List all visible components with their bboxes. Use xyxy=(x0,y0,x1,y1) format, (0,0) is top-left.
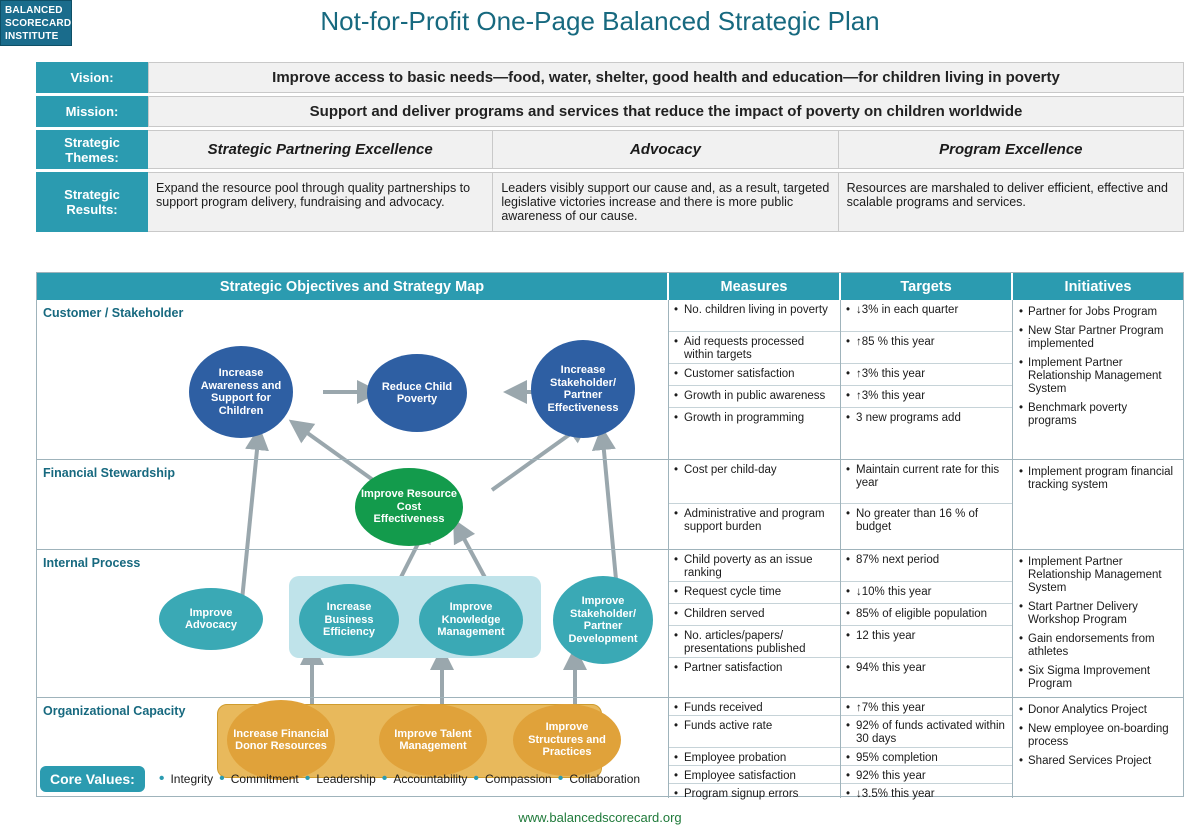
measure-item: • Child poverty as an issue ranking xyxy=(669,550,840,582)
measure-item: • Cost per child-day xyxy=(669,460,840,504)
initiative-item: • New Star Partner Program implemented xyxy=(1019,325,1164,350)
core-values-list xyxy=(145,772,668,786)
mission-label: Mission: xyxy=(36,96,148,127)
core-value-item: Collaboration xyxy=(569,772,641,786)
target-item: • ↓3.5% this year xyxy=(846,788,935,800)
core-value-item: Accountability xyxy=(393,772,468,786)
objective-stakeholder-effectiveness[interactable]: Increase Stakeholder/ Partner Effectiveness xyxy=(531,340,635,438)
objective-improve-advocacy[interactable]: Improve Advocacy xyxy=(159,588,263,650)
objective-resource-cost-effectiveness[interactable]: Improve Resource Cost Effectiveness xyxy=(355,468,463,546)
core-value-dot-icon: • xyxy=(557,770,564,787)
perspective-label-financial: Financial Stewardship xyxy=(43,466,175,480)
measures-group-financial xyxy=(669,460,840,550)
core-value-item: Commitment xyxy=(230,772,299,786)
measure-item: • Growth in programming xyxy=(674,412,805,424)
logo-line-3: INSTITUTE xyxy=(5,31,59,42)
measures-group-internal xyxy=(669,550,840,698)
perspective-label-internal: Internal Process xyxy=(43,556,141,570)
targets-group-financial xyxy=(841,460,1012,550)
core-value-item: Leadership xyxy=(316,772,376,786)
strategic-results-row xyxy=(36,172,1184,232)
core-value-item: Integrity xyxy=(170,772,214,786)
initiative-item: • Implement Partner Relationship Management System xyxy=(1019,357,1162,395)
vision-row xyxy=(36,62,1184,93)
strategy-map-column xyxy=(37,300,669,798)
core-value-dot-icon: • xyxy=(381,770,388,787)
mission-text: Support and deliver programs and services that reduce the impact of poverty on children worldwide xyxy=(148,96,1184,127)
target-item: • 92% this year xyxy=(841,766,1012,784)
initiative-item: • Start Partner Delivery Workshop Program xyxy=(1019,601,1138,626)
measure-item: • Children served xyxy=(669,604,840,626)
target-item: • 94% this year xyxy=(846,662,926,674)
measure-item: • Funds received xyxy=(669,698,840,716)
perspective-label-capacity: Organizational Capacity xyxy=(43,704,186,718)
result-2: Leaders visibly support our cause and, as a result, targeted legislative victories increase and there is more public awareness of our cause. xyxy=(493,172,838,232)
strategic-themes-label: Strategic Themes: xyxy=(36,130,148,169)
target-item: • ↑85 % this year xyxy=(841,332,1012,364)
header-targets: Targets xyxy=(841,273,1013,300)
result-1: Expand the resource pool through quality partnerships to support program delivery, fundraising and advocacy. xyxy=(148,172,493,232)
vision-text: Improve access to basic needs—food, water, shelter, good health and education—for children living in poverty xyxy=(148,62,1184,93)
target-item: • 87% next period xyxy=(841,550,1012,582)
measure-item: • No. articles/papers/ presentations published xyxy=(669,626,840,658)
strategic-themes-row xyxy=(36,130,1184,169)
objective-reduce-child-poverty[interactable]: Reduce Child Poverty xyxy=(367,354,467,432)
objective-knowledge-management[interactable]: Improve Knowledge Management xyxy=(419,584,523,656)
targets-group-customer xyxy=(841,300,1012,460)
initiatives-group-customer xyxy=(1013,300,1183,460)
measures-group-customer xyxy=(669,300,840,460)
initiative-item: • Six Sigma Improvement Program xyxy=(1019,665,1151,690)
header-measures: Measures xyxy=(669,273,841,300)
measure-item: • Program signup errors xyxy=(674,788,799,800)
measure-item: • Customer satisfaction xyxy=(669,364,840,386)
target-item: • ↓3% in each quarter xyxy=(841,300,1012,332)
theme-1: Strategic Partnering Excellence xyxy=(148,130,493,169)
vision-label: Vision: xyxy=(36,62,148,93)
header-strategy-map: Strategic Objectives and Strategy Map xyxy=(37,273,669,300)
initiative-item: • Gain endorsements from athletes xyxy=(1019,633,1155,658)
initiative-item: • Shared Services Project xyxy=(1019,755,1152,767)
measures-column xyxy=(669,300,841,798)
measure-item: • Funds active rate xyxy=(669,716,840,748)
theme-3: Program Excellence xyxy=(839,130,1184,169)
perspective-label-customer: Customer / Stakeholder xyxy=(43,306,184,320)
measure-item: • Request cycle time xyxy=(669,582,840,604)
initiatives-group-financial xyxy=(1013,460,1183,550)
initiative-item: • New employee on-boarding process xyxy=(1019,723,1169,748)
core-value-dot-icon: • xyxy=(219,770,225,787)
theme-2: Advocacy xyxy=(493,130,838,169)
target-item: • 3 new programs add xyxy=(846,412,961,424)
targets-group-internal xyxy=(841,550,1012,698)
initiative-item: • Implement Partner Relationship Management System xyxy=(1019,556,1162,594)
logo-line-2: SCORECARD xyxy=(5,18,72,29)
initiative-item: • Benchmark poverty programs xyxy=(1019,402,1128,427)
initiative-item: • Partner for Jobs Program xyxy=(1019,306,1158,318)
grid-header-row xyxy=(37,273,1183,300)
page-title: Not-for-Profit One-Page Balanced Strategic Plan xyxy=(320,6,880,36)
target-item: • 92% of funds activated within 30 days xyxy=(841,716,1012,748)
objective-increase-awareness[interactable]: Increase Awareness and Support for Children xyxy=(189,346,293,438)
targets-group-capacity xyxy=(841,698,1012,798)
result-3: Resources are marshaled to deliver efficient, effective and scalable programs and services. xyxy=(839,172,1184,232)
objective-talent-management[interactable]: Improve Talent Management xyxy=(379,704,487,776)
measure-item: • Growth in public awareness xyxy=(669,386,840,408)
measure-item: • Administrative and program support burden xyxy=(674,508,825,533)
grid-body xyxy=(37,300,1183,798)
target-item: • 85% of eligible population xyxy=(841,604,1012,626)
measure-item: • Aid requests processed within targets xyxy=(669,332,840,364)
initiative-item: • Implement program financial tracking system xyxy=(1019,466,1174,491)
initiatives-group-capacity xyxy=(1013,698,1183,798)
core-value-dot-icon: • xyxy=(158,770,165,787)
target-item: • No greater than 16 % of budget xyxy=(846,508,979,533)
strategy-header-block xyxy=(36,62,1184,232)
initiatives-column xyxy=(1013,300,1183,798)
core-value-dot-icon: • xyxy=(473,770,480,787)
logo-line-1: BALANCED xyxy=(5,5,63,16)
target-item: • ↑7% this year xyxy=(841,698,1012,716)
objective-financial-donor-resources[interactable]: Increase Financial Donor Resources xyxy=(227,700,335,780)
strategic-results-label: Strategic Results: xyxy=(36,172,148,232)
core-values-bar xyxy=(36,762,668,796)
target-item: • Maintain current rate for this year xyxy=(841,460,1012,504)
measure-item: • No. children living in poverty xyxy=(669,300,840,332)
measures-group-capacity xyxy=(669,698,840,798)
core-value-dot-icon: • xyxy=(304,770,311,787)
mission-row xyxy=(36,96,1184,127)
target-item: • ↓10% this year xyxy=(841,582,1012,604)
perspective-band-financial xyxy=(37,460,668,550)
core-value-item: Compassion xyxy=(485,772,552,786)
target-item: • ↑3% this year xyxy=(841,364,1012,386)
initiatives-group-internal xyxy=(1013,550,1183,698)
header-initiatives: Initiatives xyxy=(1013,273,1183,300)
objective-business-efficiency[interactable]: Increase Business Efficiency xyxy=(299,584,399,656)
target-item: • 95% completion xyxy=(841,748,1012,766)
measure-item: • Employee satisfaction xyxy=(669,766,840,784)
objective-structures-and-practices[interactable]: Improve Structures and Practices xyxy=(513,704,621,776)
initiative-item: • Donor Analytics Project xyxy=(1019,704,1147,716)
measure-item: • Partner satisfaction xyxy=(674,662,783,674)
scorecard-grid xyxy=(36,272,1184,800)
target-item: • ↑3% this year xyxy=(841,386,1012,408)
measure-item: • Employee probation xyxy=(669,748,840,766)
footer-url[interactable]: www.balancedscorecard.org xyxy=(518,810,682,825)
core-values-label: Core Values: xyxy=(40,766,145,792)
objective-partner-development[interactable]: Improve Stakeholder/ Partner Development xyxy=(553,576,653,664)
targets-column xyxy=(841,300,1013,798)
target-item: • 12 this year xyxy=(841,626,1012,658)
